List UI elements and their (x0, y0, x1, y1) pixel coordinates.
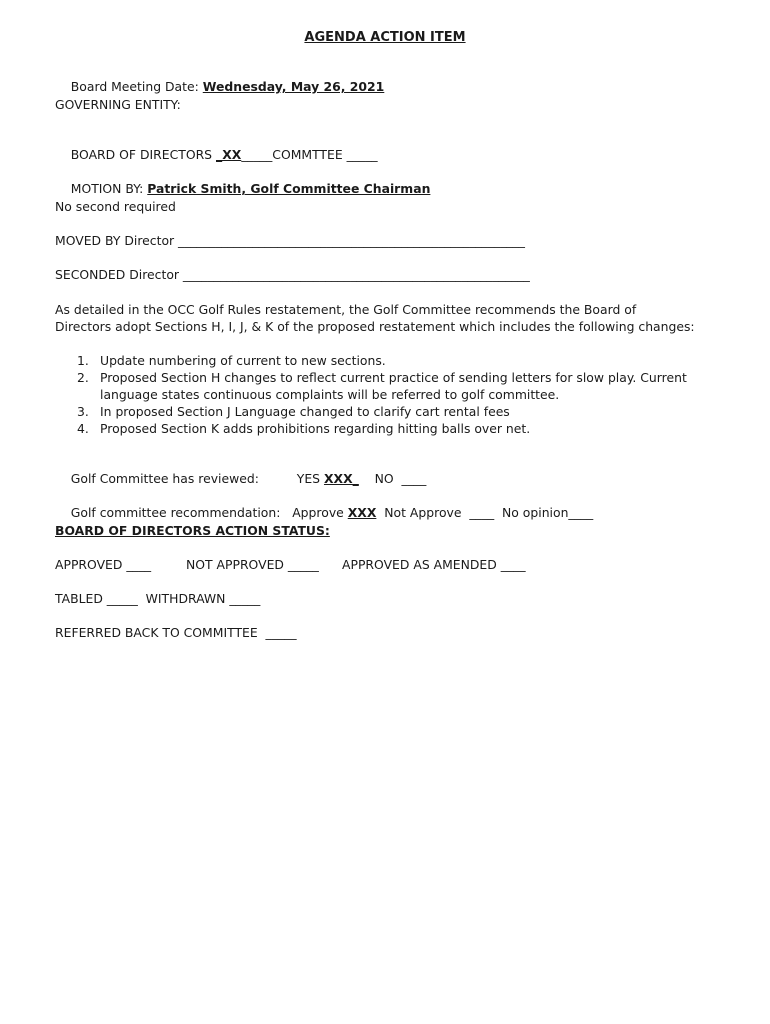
list-item (55, 403, 695, 420)
yes-mark: XXX_ (323, 471, 359, 486)
governing-entity-label: GOVERNING ENTITY: (55, 97, 181, 112)
board-mark: _XX (216, 147, 242, 162)
changes-list (55, 352, 695, 437)
document-title: AGENDA ACTION ITEM (304, 30, 466, 45)
list-number: 3. (77, 404, 89, 419)
not-approved-option: NOT APPROVED _____ (186, 557, 319, 572)
approve-mark: XXX (347, 505, 377, 520)
not-approve-text: Not Approve ____ No opinion____ (376, 505, 594, 520)
committee-blank: _____ (346, 147, 378, 162)
status-heading: BOARD OF DIRECTORS ACTION STATUS: (55, 523, 330, 538)
list-number: 2. (77, 370, 89, 385)
list-text: Proposed Section K adds prohibitions regarding hitting balls over net. (100, 421, 531, 436)
list-item (55, 352, 695, 369)
list-item (55, 420, 695, 437)
no-second-text: No second required (55, 199, 176, 214)
board-label: BOARD OF DIRECTORS (70, 147, 216, 162)
list-text: Proposed Section H changes to reflect current practice of sending letters for slow play. Current language states continuous complaints will be referred to golf committee. (100, 370, 687, 402)
approved-option: APPROVED ____ (55, 557, 152, 572)
motion-value: Patrick Smith, Golf Committee Chairman (147, 181, 431, 196)
list-text: In proposed Section J Language changed to clarify cart rental fees (100, 404, 510, 419)
tabled-withdrawn-line: TABLED _____ WITHDRAWN _____ (55, 591, 261, 606)
motion-label: MOTION BY: (70, 181, 148, 196)
committee-label: COMMTTEE (272, 147, 347, 162)
seconded-line: SECONDED Director ________________________________________________________ (55, 267, 530, 282)
yes-label: YES (296, 471, 324, 486)
list-item (55, 369, 695, 403)
approved-amended-option: APPROVED AS AMENDED ____ (342, 557, 526, 572)
list-number: 1. (77, 353, 89, 368)
referred-back-line: REFERRED BACK TO COMMITTEE _____ (55, 625, 297, 640)
moved-by-line: MOVED BY Director ________________________________________________________ (55, 233, 525, 248)
meeting-date-value: Wednesday, May 26, 2021 (202, 79, 385, 94)
no-label: NO ____ (374, 471, 427, 486)
list-text: Update numbering of current to new sections. (100, 353, 386, 368)
list-number: 4. (77, 421, 89, 436)
golf-recommendation-label: Golf committee recommendation: Approve (70, 505, 348, 520)
meeting-date-label: Board Meeting Date: (70, 79, 203, 94)
reviewed-label: Golf Committee has reviewed: (70, 471, 259, 486)
recommendation-paragraph: As detailed in the OCC Golf Rules restatement, the Golf Committee recommends the Board of Directors adopt Sections H, I, J, & K of the proposed restatement which includes the following changes: (55, 302, 695, 334)
board-blank: _____ (241, 147, 273, 162)
